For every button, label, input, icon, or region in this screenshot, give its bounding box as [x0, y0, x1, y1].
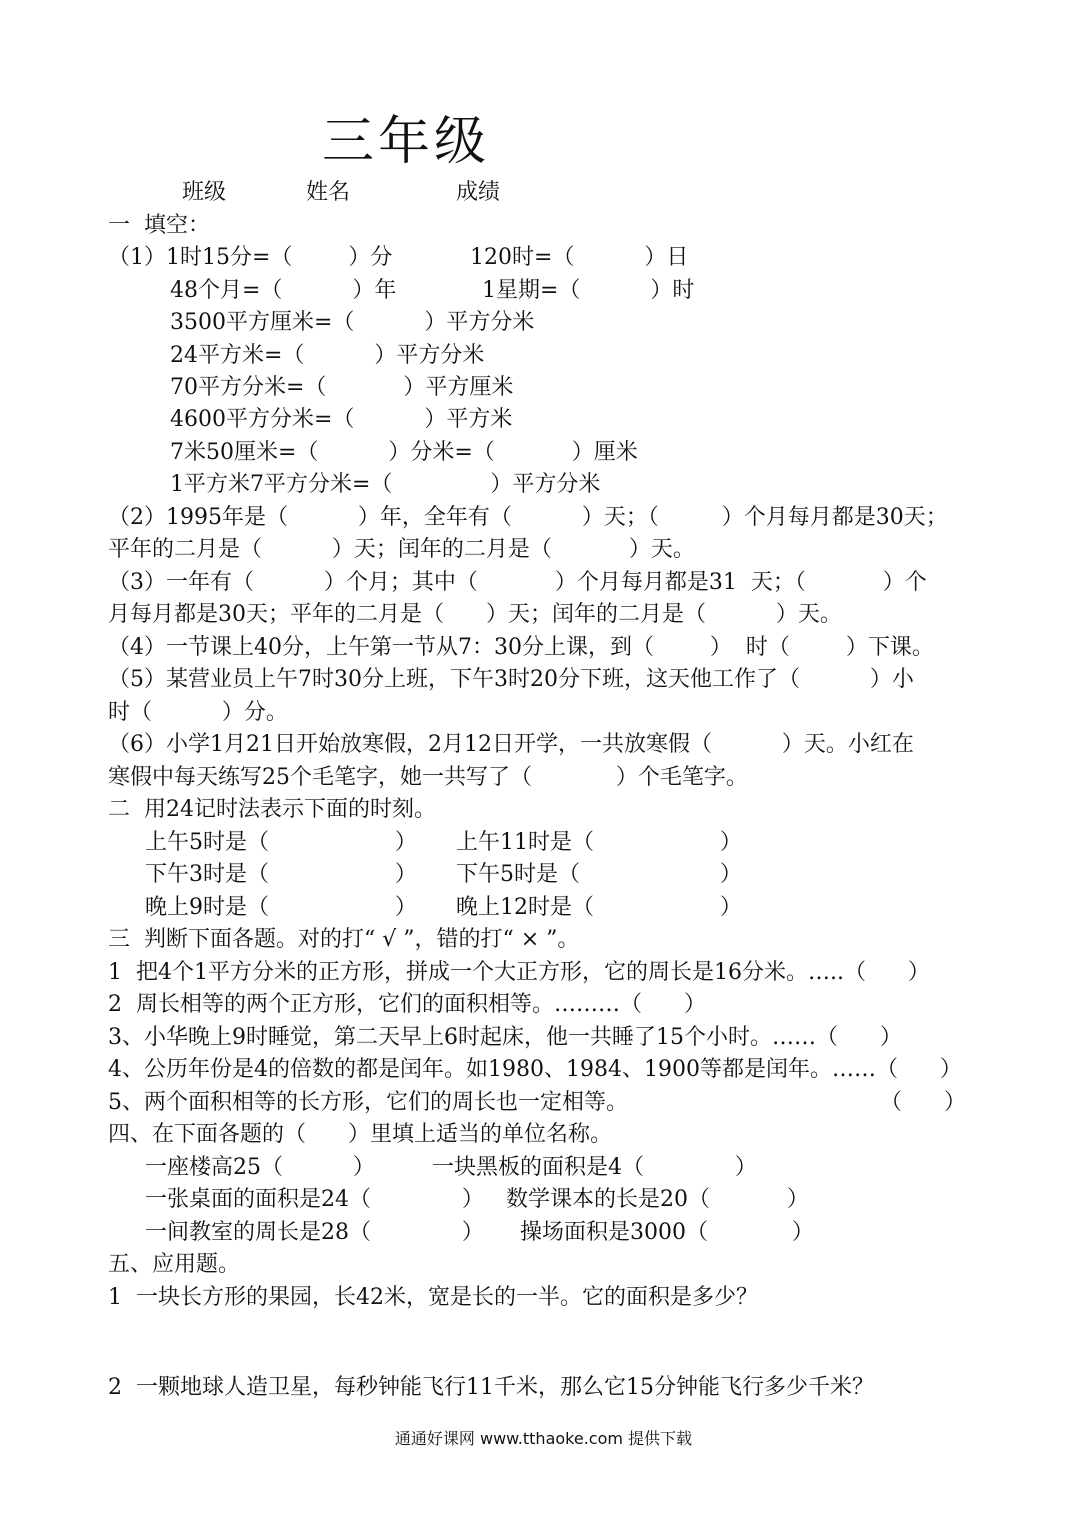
- section-4-heading: 四、在下面各题的（ ）里填上适当的单位名称。: [108, 1122, 612, 1147]
- word-problem-2: 2 一颗地球人造卫星，每秒钟能飞行11千米，那么它15分钟能飞行多少千米？: [108, 1375, 874, 1400]
- time-row-3b: 晚上12时是（ ）: [456, 895, 742, 920]
- q5-line-1: （5）某营业员上午7时30分上班，下午3时20分下班，这天他工作了（ ）小: [108, 667, 914, 692]
- class-label: 班级: [182, 180, 227, 205]
- time-row-2a: 下午3时是（ ）: [145, 862, 417, 887]
- judge-item-5-paren: （ ）: [880, 1090, 966, 1115]
- name-label: 姓名: [306, 180, 351, 205]
- word-problem-1: 1 一块长方形的果园，长42米，宽是长的一半。它的面积是多少？: [108, 1285, 758, 1310]
- unit-row-2a: 一张桌面的面积是24（ ）: [145, 1187, 484, 1212]
- judge-item-4: 4、公历年份是4的倍数的都是闰年。如1980、1984、1900等都是闰年。……（ ）: [108, 1057, 962, 1082]
- section-2-heading: 二 用24记时法表示下面的时刻。: [108, 797, 436, 822]
- q3-line-2: 月每月都是30天；平年的二月是（ ）天；闰年的二月是（ ）天。: [108, 602, 842, 627]
- score-label: 成绩: [456, 180, 501, 205]
- q1-line-2b: 1星期=（ ）时: [482, 278, 695, 303]
- judge-item-5: 5、两个面积相等的长方形，它们的周长也一定相等。: [108, 1090, 628, 1115]
- q1-line-2a: 48个月=（ ）年: [170, 278, 397, 303]
- judge-item-2: 2 周长相等的两个正方形，它们的面积相等。………（ ）: [108, 992, 706, 1017]
- unit-row-1a: 一座楼高25（ ）: [145, 1155, 375, 1180]
- q1-line-8: 1平方米7平方分米=（ ）平方分米: [170, 472, 601, 497]
- q1-line-3: 3500平方厘米=（ ）平方分米: [170, 310, 535, 335]
- q2-line-1: （2）1995年是（ ）年，全年有（ ）天；（ ）个月每月都是30天；: [108, 505, 948, 530]
- q2-line-2: 平年的二月是（ ）天；闰年的二月是（ ）天。: [108, 537, 695, 562]
- section-5-heading: 五、应用题。: [108, 1252, 241, 1277]
- judge-item-1: 1 把4个1平方分米的正方形，拼成一个大正方形，它的周长是16分米。…..（ ）: [108, 960, 930, 985]
- footer-credit: 通通好课网 www.tthaoke.com 提供下载: [394, 1429, 693, 1448]
- q6-line-1: （6）小学1月21日开始放寒假，2月12日开学，一共放寒假（ ）天。小红在: [108, 732, 914, 757]
- q1-line-1a: （1）1时15分=（ ）分: [108, 245, 393, 270]
- unit-row-2b: 数学课本的长是20（ ）: [506, 1187, 809, 1212]
- time-row-1b: 上午11时是（ ）: [456, 830, 742, 855]
- q4-line-1: （4）一节课上40分，上午第一节从7：30分上课，到（ ） 时（ ）下课。: [108, 635, 934, 660]
- unit-row-3a: 一间教室的周长是28（ ）: [145, 1220, 484, 1245]
- q1-line-1b: 120时=（ ）日: [470, 245, 689, 270]
- q1-line-7: 7米50厘米=（ ）分米=（ ）厘米: [170, 440, 638, 465]
- time-row-3a: 晚上9时是（ ）: [145, 895, 417, 920]
- section-1-heading: 一 填空：: [108, 213, 210, 238]
- q6-line-2: 寒假中每天练写25个毛笔字，她一共写了（ ）个毛笔字。: [108, 765, 748, 790]
- q1-line-6: 4600平方分米=（ ）平方米: [170, 407, 513, 432]
- time-row-1a: 上午5时是（ ）: [145, 830, 417, 855]
- judge-item-3: 3、小华晚上9时睡觉，第二天早上6时起床，他一共睡了15个小时。……（ ）: [108, 1025, 902, 1050]
- unit-row-1b: 一块黑板的面积是4（ ）: [432, 1155, 757, 1180]
- section-3-heading: 三 判断下面各题。对的打“ √ ”，错的打“ × ”。: [108, 927, 580, 952]
- q1-line-4: 24平方米=（ ）平方分米: [170, 343, 485, 368]
- q5-line-2: 时（ ）分。: [108, 700, 288, 725]
- page-title: 三年级: [322, 112, 491, 172]
- unit-row-3b: 操场面积是3000（ ）: [520, 1220, 814, 1245]
- q1-line-5: 70平方分米=（ ）平方厘米: [170, 375, 514, 400]
- time-row-2b: 下午5时是（ ）: [456, 862, 742, 887]
- q3-line-1: （3）一年有（ ）个月；其中（ ）个月每月都是31 天；（ ）个: [108, 570, 927, 595]
